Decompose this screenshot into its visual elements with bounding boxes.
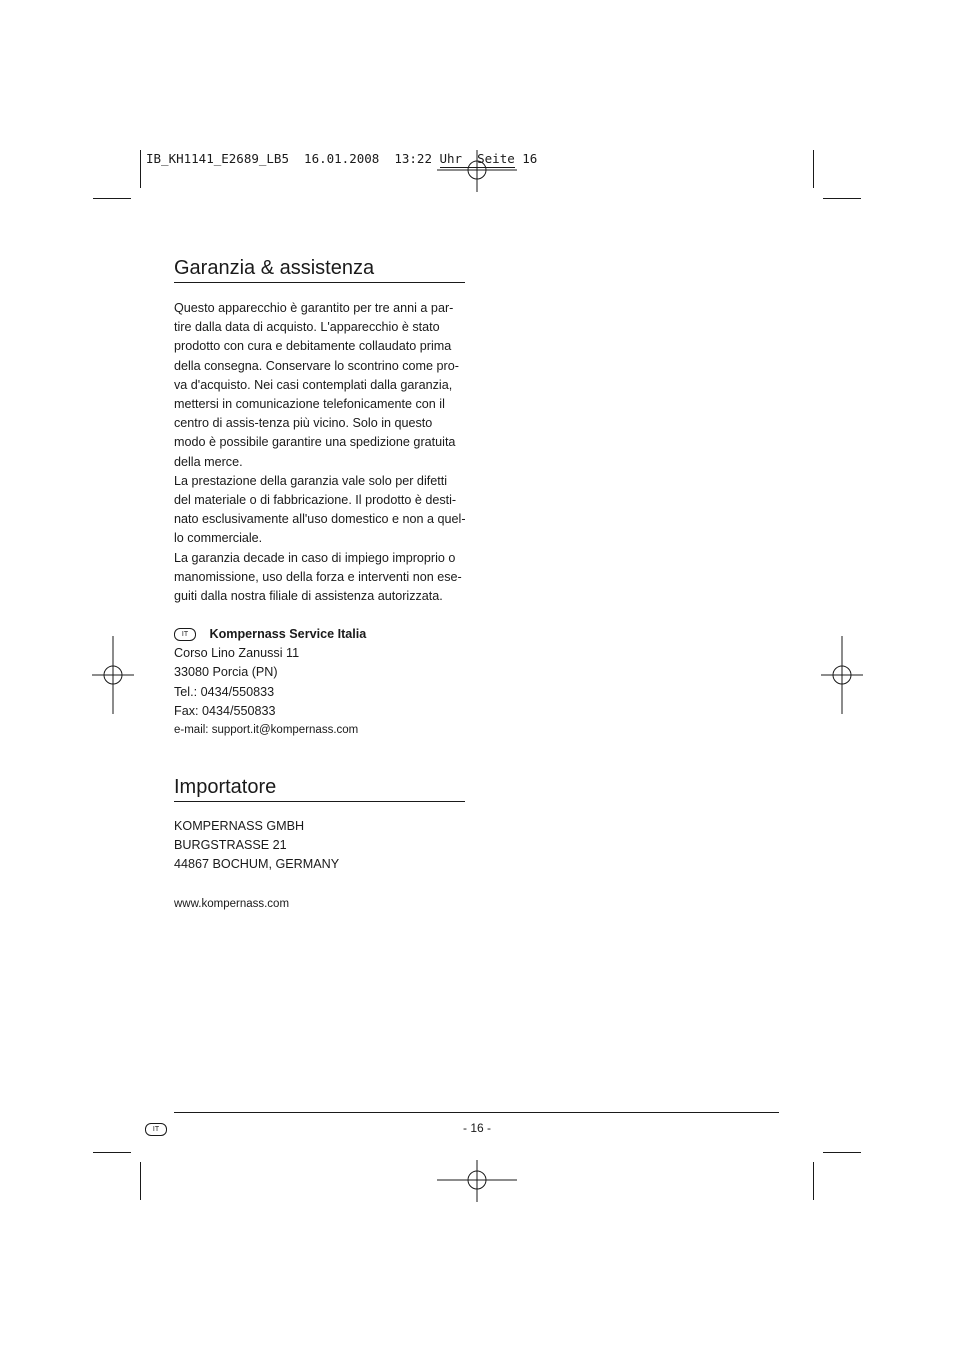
footer-rule: [174, 1112, 779, 1113]
importer-city: 44867 BOCHUM, GERMANY: [174, 857, 340, 872]
crop-mark: [140, 150, 141, 188]
crop-mark: [813, 1162, 814, 1200]
text-line: modo è possibile garantire una spedizione gratuita: [174, 435, 456, 450]
registration-mark-icon: [92, 636, 134, 714]
crop-mark: [93, 1152, 131, 1153]
importer-address: [174, 817, 474, 875]
crop-mark: [93, 198, 131, 199]
warranty-paragraph: [174, 549, 474, 607]
registration-mark-icon: [437, 1160, 517, 1202]
text-line: prodotto con cura e debitamente collaudato prima: [174, 339, 452, 354]
service-tel: Tel.: 0434/550833: [174, 684, 275, 699]
warranty-title: Garanzia & assistenza: [174, 256, 465, 283]
text-line: della merce.: [174, 454, 243, 469]
registration-mark-icon: [821, 636, 863, 714]
text-line: manomissione, uso della forza e interventi non ese-: [174, 569, 462, 584]
text-line: Questo apparecchio è garantito per tre anni a par-: [174, 301, 454, 315]
service-fax: Fax: 0434/550833: [174, 703, 276, 718]
text-line: nato esclusivamente all'uso domestico e non a quel-: [174, 512, 466, 527]
warranty-body: [174, 299, 474, 606]
warranty-paragraph: [174, 472, 474, 549]
slug-underline: [440, 167, 515, 168]
page-number: - 16 -: [462, 1121, 491, 1135]
service-name: Kompernass Service Italia: [209, 627, 367, 641]
crop-mark: [140, 1162, 141, 1200]
country-badge: IT: [174, 628, 196, 641]
importer-website[interactable]: www.kompernass.com: [174, 898, 290, 910]
crop-mark: [823, 198, 861, 199]
text-line: La garanzia decade in caso di impiego improprio o: [174, 550, 456, 565]
text-line: mettersi in comunicazione telefonicamente con il: [174, 397, 445, 412]
footer-country-badge: IT: [145, 1123, 167, 1136]
importer-street: BURGSTRASSE 21: [174, 838, 287, 853]
service-city: 33080 Porcia (PN): [174, 665, 278, 680]
warranty-paragraph: [174, 299, 474, 472]
service-contact: [174, 625, 474, 740]
importer-company: KOMPERNASS GMBH: [174, 819, 305, 833]
print-slug: IB_KH1141_E2689_LB5 16.01.2008 13:22 Uhr Seite 16: [146, 151, 538, 166]
service-street: Corso Lino Zanussi 11: [174, 646, 300, 661]
text-line: va d'acquisto. Nei casi contemplati dalla garanzia,: [174, 377, 453, 392]
text-line: della consegna. Conservare lo scontrino come pro-: [174, 358, 459, 373]
service-name-line: [174, 625, 474, 644]
crop-mark: [823, 1152, 861, 1153]
text-line: del materiale o di fabbricazione. Il prodotto è desti-: [174, 493, 457, 508]
text-line: centro di assis-tenza più vicino. Solo in questo: [174, 416, 433, 431]
text-line: La prestazione della garanzia vale solo per difetti: [174, 473, 448, 488]
service-email[interactable]: e-mail: support.it@kompernass.com: [174, 724, 359, 737]
text-line: tire dalla data di acquisto. L'apparecchio è stato: [174, 320, 440, 335]
importer-title: Importatore: [174, 775, 465, 802]
crop-mark: [813, 150, 814, 188]
text-line: guiti dalla nostra filiale di assistenza autorizzata.: [174, 589, 443, 604]
text-line: lo commerciale.: [174, 531, 263, 546]
